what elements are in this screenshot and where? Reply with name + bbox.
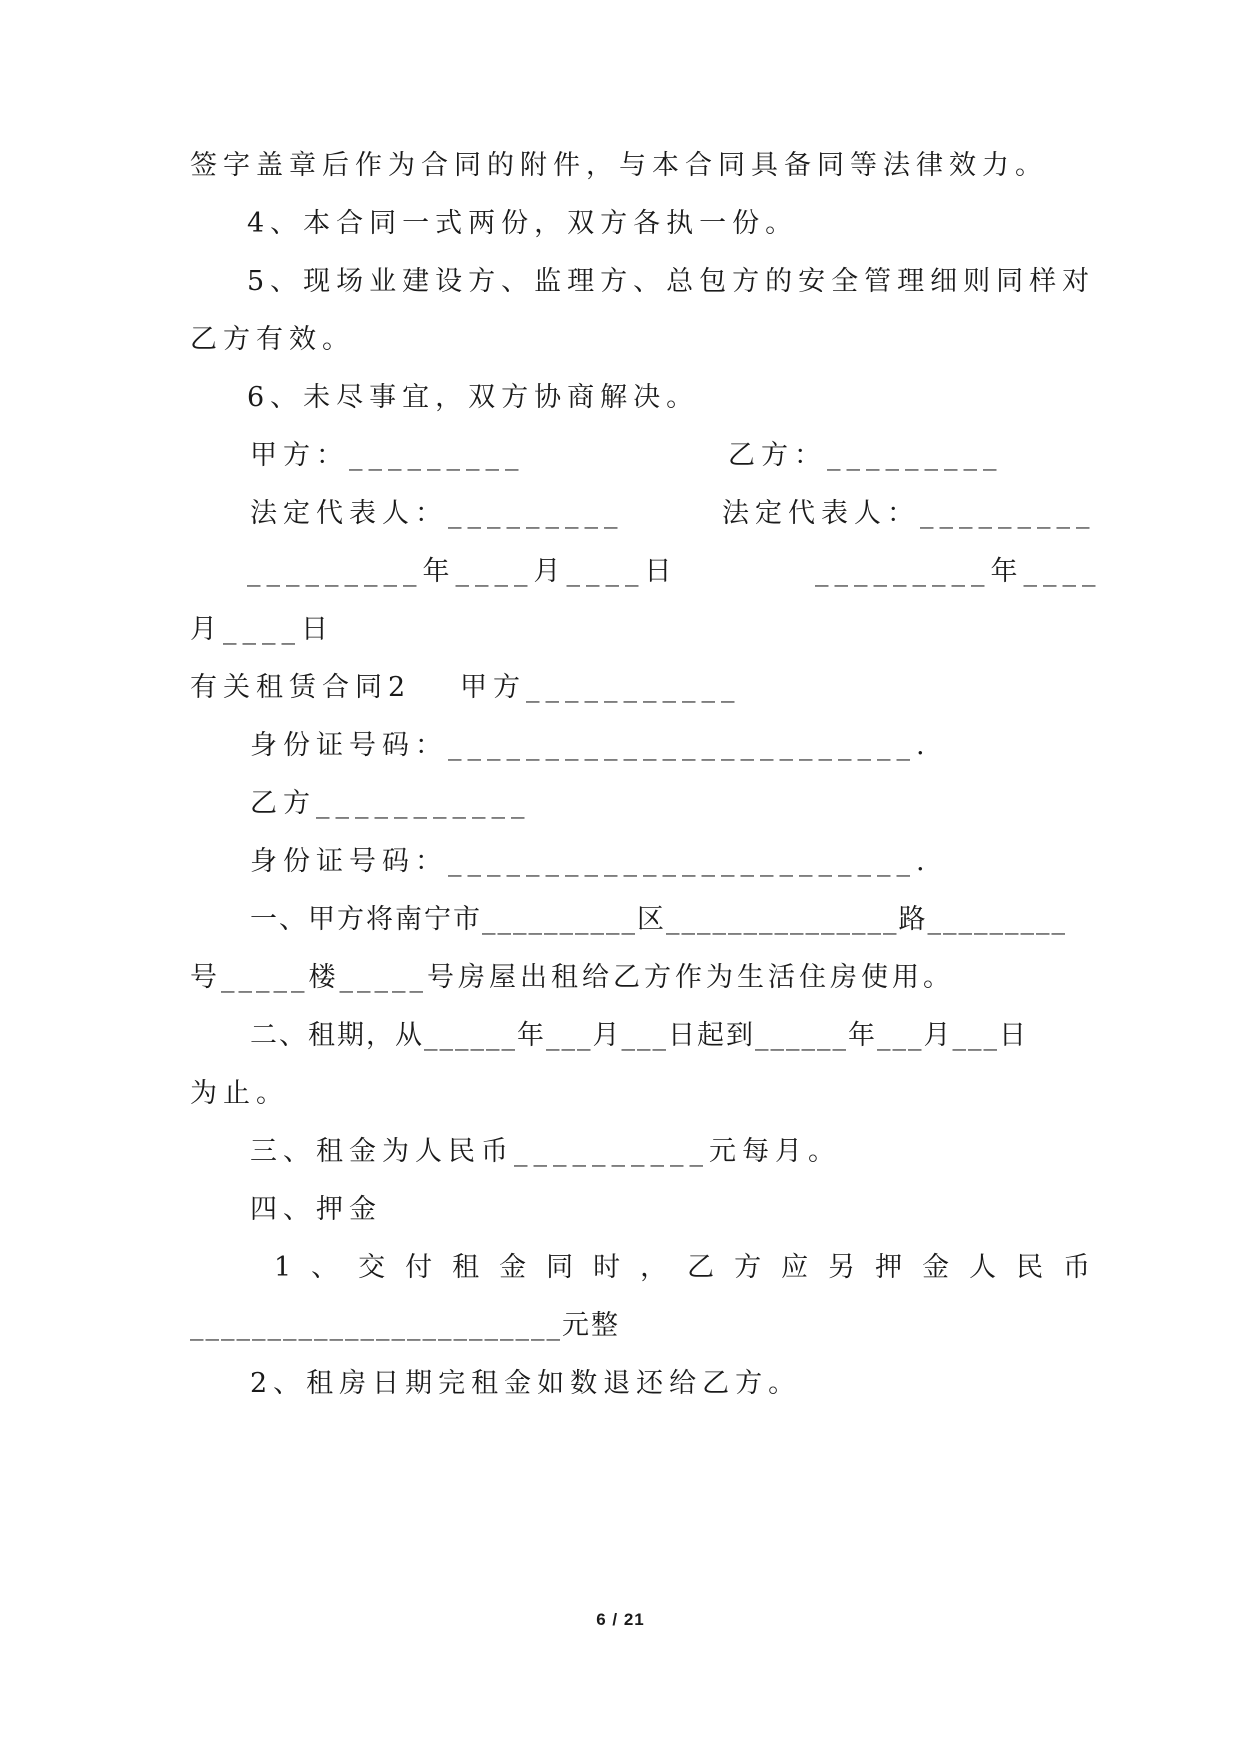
party-b-date-continued: 月____日 [190,614,334,645]
paragraph-line: 乙方有效。 [190,324,355,355]
deposit-clause-1: 1、交付租金同时，乙方应另押金人民币 [274,1252,1111,1283]
article-1-location: 一、甲方将南宁市__________区_______________路_________ [250,904,1067,935]
party-a-date: _________年____月____日 [247,556,678,587]
clause-5: 5、现场业建设方、监理方、总包方的安全管理细则同样对 [247,266,1096,297]
party-b-signature: 乙方：_________ [728,440,1003,471]
paragraph-line: 签字盖章后作为合同的附件，与本合同具备同等法律效力。 [190,150,1048,181]
party-a-id-number: 身份证号码：________________________. [250,730,931,761]
deposit-clause-2: 2、租房日期完租金如数退还给乙方。 [250,1368,802,1399]
article-4-heading: 四、押金 [250,1194,382,1225]
party-b-representative: 法定代表人：_________ [722,498,1096,529]
paragraph-line: ________________________元整 [190,1310,620,1341]
party-b-date: _________年____ [815,556,1102,587]
party-a-name: 甲方___________ [460,672,741,703]
paragraph-line: 为止。 [190,1078,289,1109]
clause-6: 6、未尽事宜，双方协商解决。 [247,382,700,413]
article-3-rent: 三、租金为人民币__________元每月。 [250,1136,841,1167]
party-b-name: 乙方___________ [250,788,531,819]
party-a-representative: 法定代表人：_________ [250,498,624,529]
party-b-id-number: 身份证号码：________________________. [250,846,931,877]
party-a-signature: 甲方：_________ [250,440,525,471]
page-number: 6 / 21 [596,1610,645,1629]
paragraph-line: 号_____楼_____号房屋出租给乙方作为生活住房使用。 [190,962,954,993]
clause-4: 4、本合同一式两份，双方各执一份。 [247,208,799,239]
article-2-term: 二、租期，从______年___月___日起到______年___月___日 [250,1020,1028,1051]
contract-title: 有关租赁合同2 [190,672,412,703]
